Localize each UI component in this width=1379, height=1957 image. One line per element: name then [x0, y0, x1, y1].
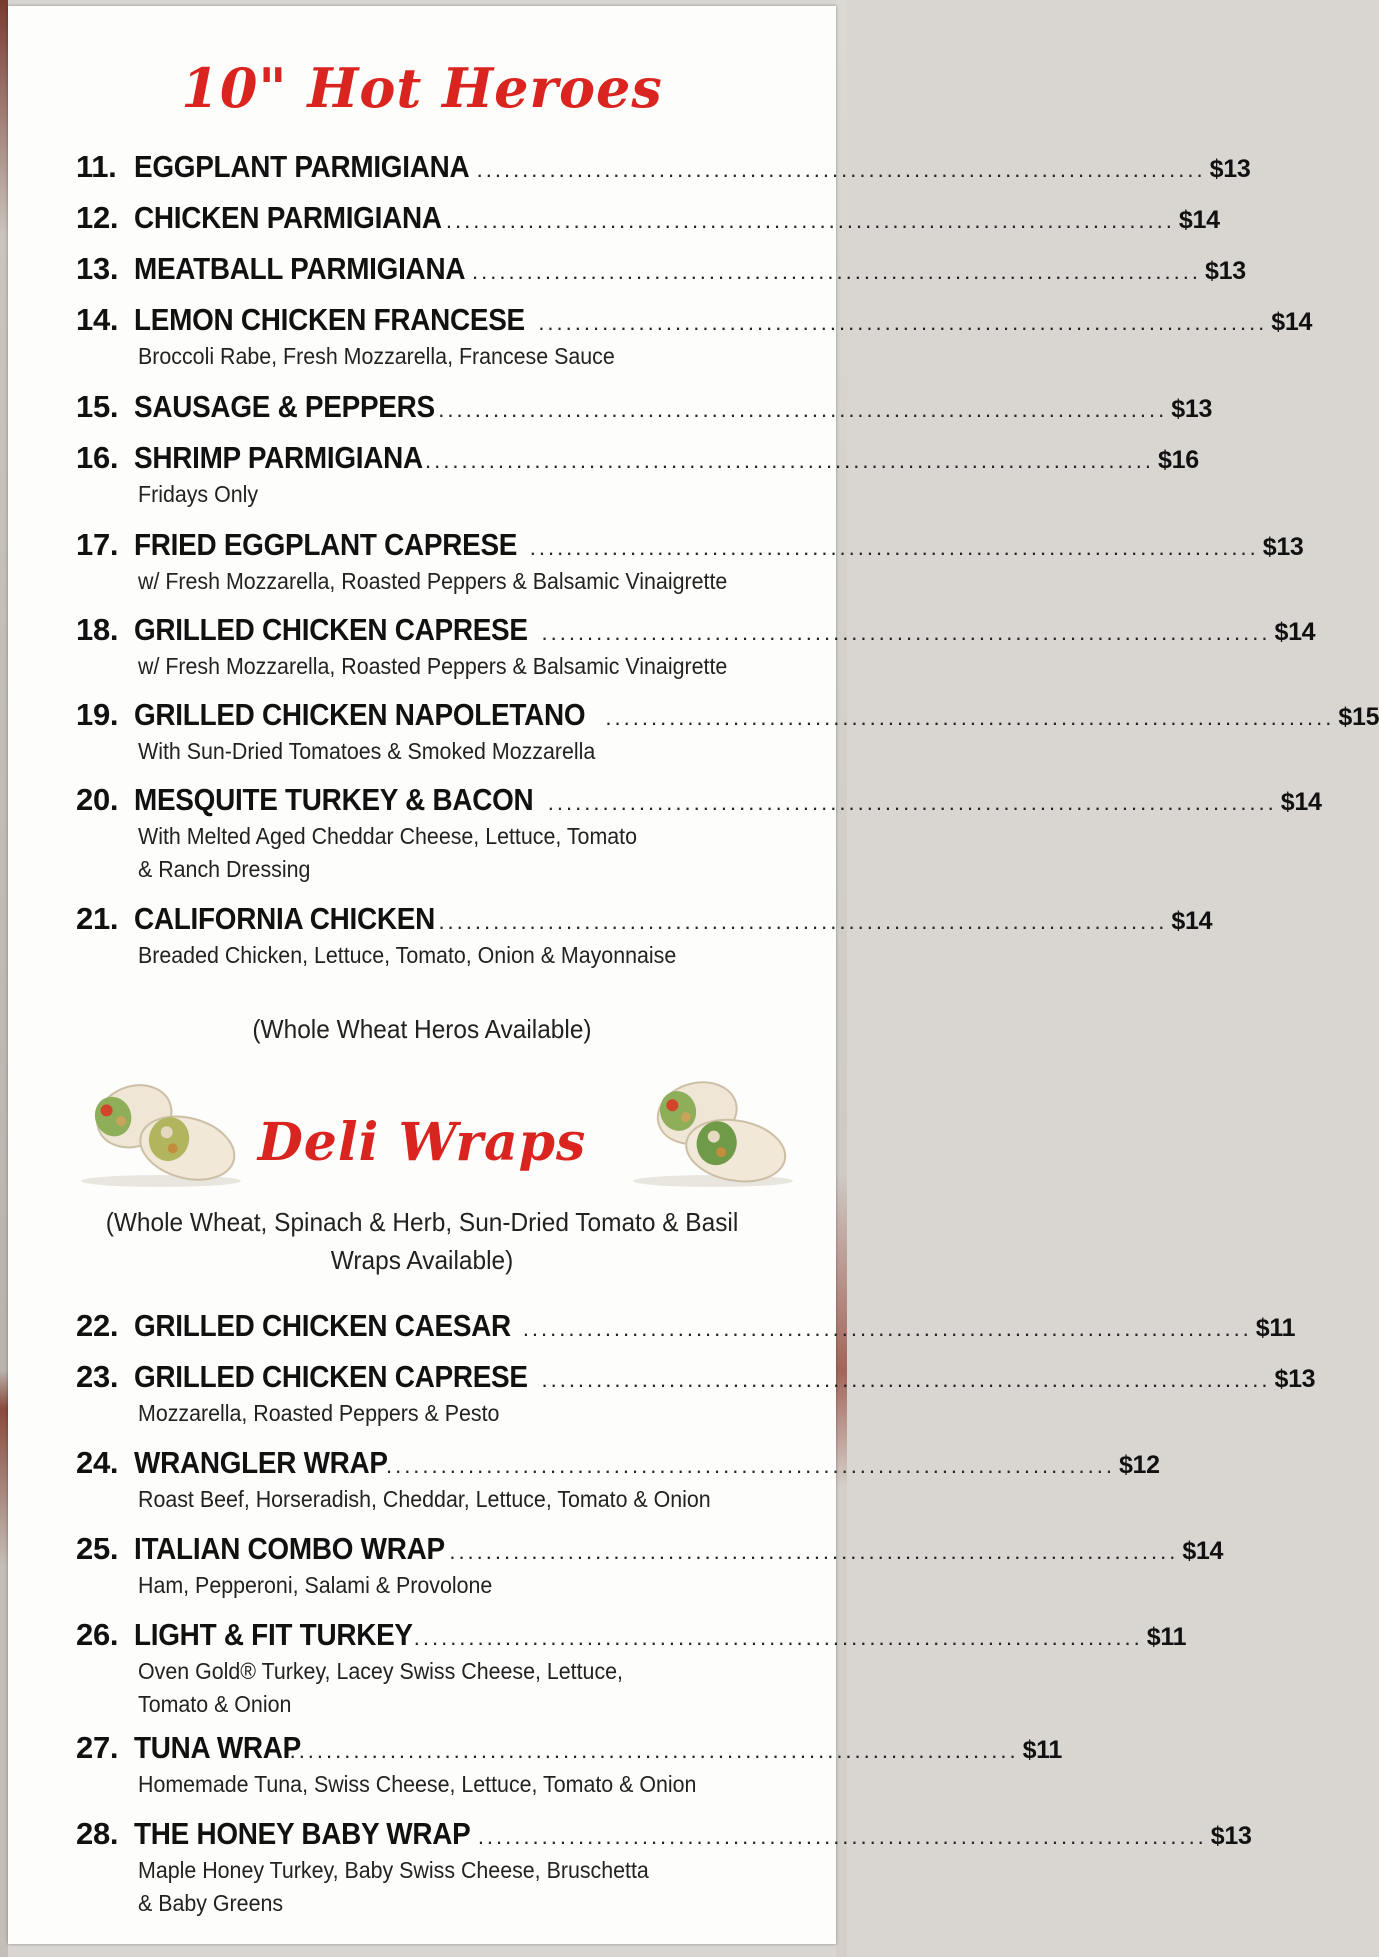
menu-item-line [76, 899, 1213, 939]
menu-item-line [76, 387, 1213, 427]
item-description: & Ranch Dressing [138, 856, 311, 882]
leader-dots: ................................................................................ [425, 448, 1154, 473]
wrap-options-note-line-1: (Whole Wheat, Spinach & Herb, Sun-Dried Tomato & Basil [105, 1207, 739, 1237]
leader-dots: ................................................................................ [477, 1824, 1207, 1849]
whole-wheat-heros-note: (Whole Wheat Heros Available) [252, 1014, 592, 1044]
item-price: $14 [1171, 907, 1213, 935]
item-description: Maple Honey Turkey, Baby Swiss Cheese, Bruschetta [138, 1857, 649, 1883]
menu-item-line [76, 1306, 1296, 1346]
item-price: $11 [1146, 1623, 1187, 1651]
item-description: Roast Beef, Horseradish, Cheddar, Lettuce, Tomato & Onion [138, 1486, 711, 1512]
item-name: GRILLED CHICKEN NAPOLETANO [134, 697, 586, 732]
item-number: 15. [76, 389, 119, 424]
item-number: 17. [76, 527, 119, 562]
item-price: $13 [1209, 155, 1251, 183]
item-price: $13 [1262, 533, 1304, 561]
item-number: 16. [76, 440, 119, 475]
menu-item [76, 1728, 1062, 1801]
item-name: LIGHT & FIT TURKEY [134, 1617, 413, 1652]
menu-item-line [76, 1529, 1224, 1569]
menu-item [76, 1306, 1296, 1346]
leader-dots: ................................................................................ [522, 1316, 1252, 1341]
leader-dots: ................................................................................ [445, 208, 1175, 233]
item-number: 26. [76, 1617, 119, 1652]
item-number: 20. [76, 782, 119, 817]
item-price: $15 [1338, 703, 1379, 731]
item-description: w/ Fresh Mozzarella, Roasted Peppers & Balsamic Vinaigrette [138, 653, 728, 679]
item-name: TUNA WRAP [134, 1730, 302, 1765]
item-number: 21. [76, 901, 119, 936]
item-number: 27. [76, 1730, 119, 1765]
item-name: SHRIMP PARMIGIANA [134, 440, 423, 475]
item-number: 23. [76, 1359, 119, 1394]
menu-item [76, 695, 1379, 768]
menu-item-line [76, 1443, 1160, 1483]
menu-item-line [76, 300, 1313, 340]
item-price: $13 [1210, 1822, 1252, 1850]
menu-item-line [76, 1357, 1316, 1397]
item-name: THE HONEY BABY WRAP [134, 1816, 471, 1851]
item-number: 13. [76, 251, 119, 286]
leader-dots: ................................................................................ [438, 397, 1168, 422]
item-name: GRILLED CHICKEN CAPRESE [134, 1359, 528, 1394]
leader-dots: ................................................................................ [289, 1738, 1019, 1763]
menu-item-line [76, 1728, 1062, 1768]
wrap-options-note-line-2: Wraps Available) [330, 1245, 514, 1275]
menu-item [76, 147, 1251, 187]
item-name: MESQUITE TURKEY & BACON [134, 782, 534, 817]
menu-item-line [76, 780, 1322, 820]
menu-item-line [76, 695, 1379, 735]
item-description: & Baby Greens [138, 1890, 284, 1916]
item-description: With Melted Aged Cheddar Cheese, Lettuce, Tomato [138, 823, 638, 849]
leader-dots: ................................................................................ [385, 1453, 1115, 1478]
item-name: LEMON CHICKEN FRANCESE [134, 302, 525, 337]
item-price: $11 [1022, 1736, 1062, 1764]
menu-item [76, 899, 1213, 972]
item-name: GRILLED CHICKEN CAPRESE [134, 612, 528, 647]
item-number: 14. [76, 302, 119, 337]
menu-item-line [76, 525, 1304, 565]
item-number: 25. [76, 1531, 119, 1566]
menu-item-line [76, 147, 1251, 187]
menu-item-line [76, 610, 1316, 650]
item-price: $14 [1182, 1537, 1224, 1565]
item-description: Oven Gold® Turkey, Lacey Swiss Cheese, Lettuce, [138, 1658, 623, 1684]
item-price: $13 [1274, 1365, 1316, 1393]
item-number: 19. [76, 697, 119, 732]
item-description: Fridays Only [138, 481, 259, 507]
item-number: 11. [76, 149, 117, 184]
leader-dots: ................................................................................ [541, 620, 1271, 645]
item-name: ITALIAN COMBO WRAP [134, 1531, 445, 1566]
item-number: 24. [76, 1445, 119, 1480]
hot-heroes-title: 10" Hot Heroes [181, 56, 663, 120]
menu-item-line [76, 1814, 1252, 1854]
item-name: WRANGLER WRAP [134, 1445, 388, 1480]
menu-item [76, 198, 1220, 238]
menu-item [76, 1357, 1316, 1430]
menu-item [76, 780, 1322, 886]
menu-item-line [76, 249, 1246, 289]
item-price: $16 [1157, 446, 1199, 474]
leader-dots: ................................................................................ [438, 909, 1168, 934]
menu-item [76, 1814, 1252, 1920]
leader-dots: ................................................................................ [413, 1625, 1143, 1650]
item-description: Mozzarella, Roasted Peppers & Pesto [138, 1400, 500, 1426]
item-name: FRIED EGGPLANT CAPRESE [134, 527, 518, 562]
item-number: 12. [76, 200, 119, 235]
item-name: GRILLED CHICKEN CAESAR [134, 1308, 511, 1343]
item-number: 22. [76, 1308, 119, 1343]
item-description: With Sun-Dried Tomatoes & Smoked Mozzarella [138, 738, 596, 764]
item-name: EGGPLANT PARMIGIANA [134, 149, 470, 184]
menu-item [76, 387, 1213, 427]
leader-dots: ................................................................................ [605, 705, 1335, 730]
leader-dots: ................................................................................ [529, 535, 1259, 560]
item-price: $11 [1255, 1314, 1296, 1342]
item-price: $13 [1171, 395, 1213, 423]
item-price: $14 [1280, 788, 1322, 816]
menu-item [76, 249, 1246, 289]
page-edge-left [0, 0, 8, 1957]
item-description: Tomato & Onion [138, 1691, 292, 1717]
wrap-sandwich-image-right [628, 1061, 798, 1191]
leader-dots: ................................................................................ [547, 790, 1277, 815]
leader-dots: ................................................................................ [449, 1539, 1179, 1564]
item-description: Breaded Chicken, Lettuce, Tomato, Onion & Mayonnaise [138, 942, 677, 968]
leader-dots: ................................................................................ [472, 259, 1201, 284]
item-description: w/ Fresh Mozzarella, Roasted Peppers & Balsamic Vinaigrette [138, 568, 728, 594]
item-price: $14 [1271, 308, 1313, 336]
menu-item [76, 300, 1313, 373]
item-number: 18. [76, 612, 119, 647]
menu-page [8, 6, 1379, 1944]
menu-item [76, 525, 1304, 598]
menu-item-line [76, 438, 1199, 478]
item-name: CALIFORNIA CHICKEN [134, 901, 435, 936]
item-price: $14 [1178, 206, 1220, 234]
menu-item-line [76, 198, 1220, 238]
menu-item [76, 1443, 1160, 1516]
item-price: $14 [1274, 618, 1316, 646]
menu-item [76, 1615, 1187, 1721]
menu-item-line [76, 1615, 1187, 1655]
item-name: MEATBALL PARMIGIANA [134, 251, 466, 286]
leader-dots: ................................................................................ [541, 1367, 1271, 1392]
deli-wraps-title: Deli Wraps [257, 1112, 587, 1173]
item-description: Homemade Tuna, Swiss Cheese, Lettuce, Tomato & Onion [138, 1771, 697, 1797]
leader-dots: ................................................................................ [476, 157, 1206, 182]
menu-item [76, 610, 1316, 683]
item-price: $12 [1118, 1451, 1160, 1479]
item-number: 28. [76, 1816, 119, 1851]
item-description: Broccoli Rabe, Fresh Mozzarella, Francese Sauce [138, 343, 615, 369]
item-name: SAUSAGE & PEPPERS [134, 389, 435, 424]
item-name: CHICKEN PARMIGIANA [134, 200, 442, 235]
page-edge-right [836, 0, 847, 1957]
leader-dots: ................................................................................ [538, 310, 1268, 335]
item-description: Ham, Pepperoni, Salami & Provolone [138, 1572, 493, 1598]
item-price: $13 [1204, 257, 1246, 285]
menu-item [76, 1529, 1224, 1602]
menu-item [76, 438, 1199, 511]
